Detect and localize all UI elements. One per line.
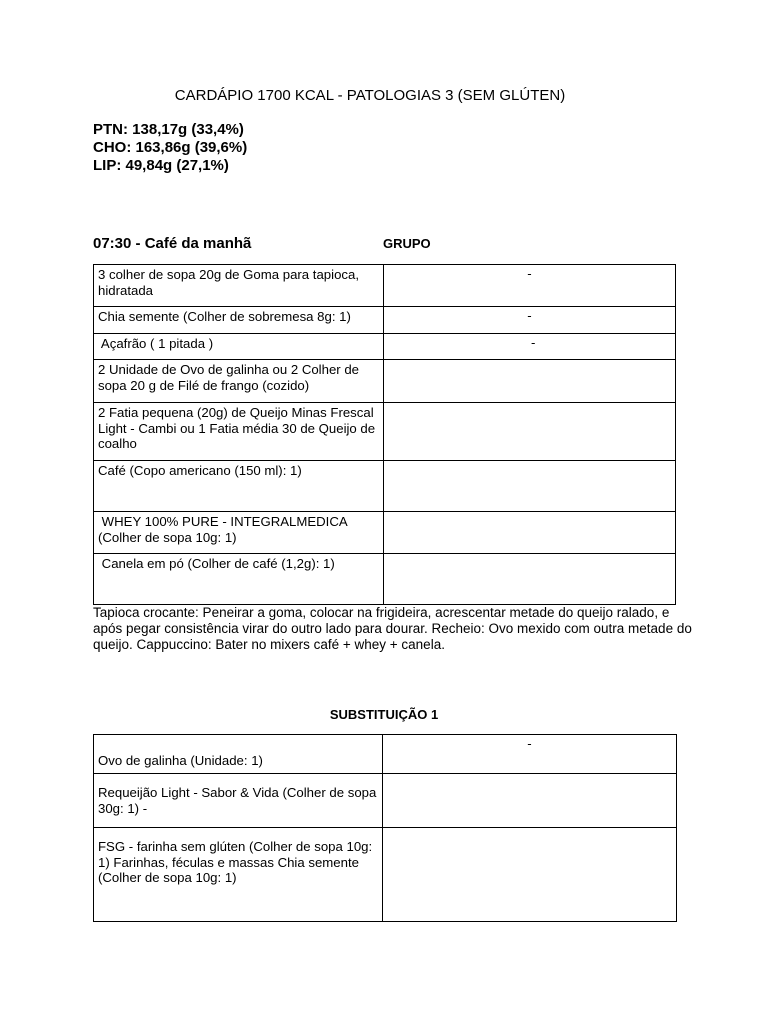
table-row (94, 360, 676, 403)
food-item-cell: Café (Copo americano (150 ml): 1) (94, 461, 384, 512)
group-cell (384, 554, 676, 605)
food-item-cell: WHEY 100% PURE - INTEGRALMEDICA (Colher de sopa 10g: 1) (94, 512, 384, 554)
group-cell: - (384, 334, 676, 360)
food-item-cell: Açafrão ( 1 pitada ) (94, 334, 384, 360)
group-cell (383, 774, 677, 828)
food-item-cell: Requeijão Light - Sabor & Vida (Colher de sopa 30g: 1) - (94, 774, 383, 828)
table-row (94, 265, 676, 307)
table-row (94, 334, 676, 360)
macros-summary (93, 121, 247, 175)
food-item-cell: Chia semente (Colher de sobremesa 8g: 1) (94, 307, 384, 334)
table-row (94, 512, 676, 554)
breakfast-table (93, 264, 676, 605)
group-column-heading: GRUPO (383, 236, 431, 251)
table-row (94, 774, 677, 828)
macro-protein: PTN: 138,17g (33,4%) (93, 121, 244, 138)
substitution-heading: SUBSTITUIÇÃO 1 (329, 707, 439, 722)
group-cell (384, 512, 676, 554)
group-cell (384, 403, 676, 461)
group-cell: - (384, 307, 676, 334)
group-cell (384, 461, 676, 512)
table-row (94, 461, 676, 512)
group-cell (384, 360, 676, 403)
substitution-table (93, 734, 677, 922)
table-row (94, 828, 677, 922)
macro-fat: LIP: 49,84g (27,1%) (93, 157, 229, 174)
group-cell (383, 828, 677, 922)
preparation-note: Tapioca crocante: Peneirar a goma, colocar na frigideira, acrescentar metade do queijo ralado, e após pegar consistência virar do outro lado para dourar. Recheio: Ovo mexido com outra metade do queijo. Cappuccino: Bater no mixers café + whey + canela. (93, 605, 692, 652)
food-item-cell: Canela em pó (Colher de café (1,2g): 1) (94, 554, 384, 605)
table-row (94, 307, 676, 334)
food-item-cell: 2 Unidade de Ovo de galinha ou 2 Colher de sopa 20 g de Filé de frango (cozido) (94, 360, 384, 403)
meal-heading: 07:30 - Café da manhã (93, 235, 252, 252)
food-item-cell (94, 735, 383, 774)
page-title: CARDÁPIO 1700 KCAL - PATOLOGIAS 3 (SEM GLÚTEN) (174, 87, 566, 104)
food-item-cell: 3 colher de sopa 20g de Goma para tapioca, hidratada (94, 265, 384, 307)
table-row (94, 403, 676, 461)
food-item-cell: FSG - farinha sem glúten (Colher de sopa 10g: 1) Farinhas, féculas e massas Chia semente (Colher de sopa 10g: 1) (94, 828, 383, 922)
table-row (94, 554, 676, 605)
food-item-cell: 2 Fatia pequena (20g) de Queijo Minas Frescal Light - Cambi ou 1 Fatia média 30 de Queijo de coalho (94, 403, 384, 461)
group-cell: - (384, 265, 676, 307)
group-cell: - (383, 735, 677, 774)
macro-carbs: CHO: 163,86g (39,6%) (93, 139, 248, 156)
table-row (94, 735, 677, 774)
food-item-text: Ovo de galinha (Unidade: 1) (98, 752, 263, 768)
